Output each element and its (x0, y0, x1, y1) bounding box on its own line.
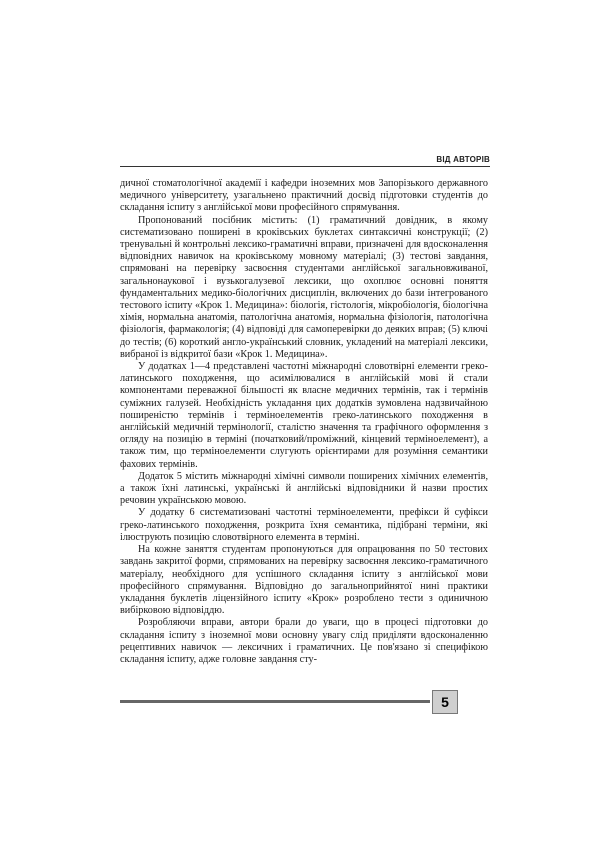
paragraph: У додатках 1—4 представлені частотні міжнародні словотвірні елементи греко-латинського походження, що асимілювалися в англійській мові й стали компонентами переважної більшості як власне медичних термінів, так і термінів суміжних галузей. Необхідність укладання цих додатків зумовлена надзвичайною поширеністю термінів і терміноелементів греко-латинського походження в англійській медичній термінології, сталістю значення та графічного оформлення з огляду на позицію в терміні (початковий/проміжний, кінцевий терміноелемент), а також тим, що терміноелементи слугують орієнтирами для розуміння семантики фахових термінів. (120, 361, 488, 470)
paragraph: Додаток 5 містить міжнародні хімічні символи поширених хімічних елементів, а також їхні латинські, українські й англійські відповідники й назви простих речовин українською мовою. (120, 470, 488, 507)
running-header: ВІД АВТОРІВ (436, 155, 490, 164)
paragraph: Пропонований посібник містить: (1) граматичний довідник, в якому систематизовано поширені в кроківських буклетах синтаксичні конструкції; (2) тренувальні й контрольні лексико-граматичні вправи, призначені для вдосконалення відповідних навичок на кроківському мовному матеріалі; (3) тестові завдання, спрямовані на перевірку засвоєння студентами англійської загальновживаної, загальнонаукової і вузькогалузевої лексики, що охоплює основні поняття фундаментальних медико-біологічних дисциплін, включених до бази інтегрованого тестового іспиту «Крок 1. Медицина»: біологія, гістологія, мікробіологія, біологічна хімія, нормальна анатомія, патологічна анатомія, нормальна фізіологія, патологічна фізіологія, фармакологія; (4) відповіді для самоперевірки до деяких вправ; (5) ключі до тестів; (6) короткий англо-український словник, укладений на матеріалі лексики, вибраної із відкритої бази «Крок 1. Медицина». (120, 214, 488, 360)
paragraph: дичної стоматологічної академії і кафедри іноземних мов Запорізького державного медичного університету, узагальнено практичний досвід підготовки студентів до складання іспиту з англійської мови професійного спрямування. (120, 178, 488, 214)
header-rule (120, 166, 490, 167)
paragraph: На кожне заняття студентам пропонуються для опрацювання по 50 тестових завдань закритої форми, спрямованих на перевірку засвоєння лексико-граматичного матеріалу, необхідного для успішного складання іспиту з англійської мови професійного спрямування. Відповідно до загальноприйнятої нині практики укладання буклетів ліцензійного іспиту «Крок» розроблено тести з одиничною вибірковою відповіддю. (120, 544, 488, 617)
footer-rule (120, 700, 430, 703)
page-number: 5 (432, 690, 458, 714)
body-text (120, 178, 488, 666)
paragraph: Розробляючи вправи, автори брали до уваги, що в процесі підготовки до складання іспиту з іноземної мови основну увагу слід приділяти вдосконаленню рецептивних навичок — лексичних і граматичних. Це пов'язано зі специфікою складання іспиту, адже головне завдання сту- (120, 617, 488, 665)
paragraph: У додатку 6 систематизовані частотні терміноелементи, префікси й суфікси греко-латинського походження, розкрита їхня семантика, підібрані терміни, які ілюструють позицію словотвірного елемента в терміні. (120, 507, 488, 543)
